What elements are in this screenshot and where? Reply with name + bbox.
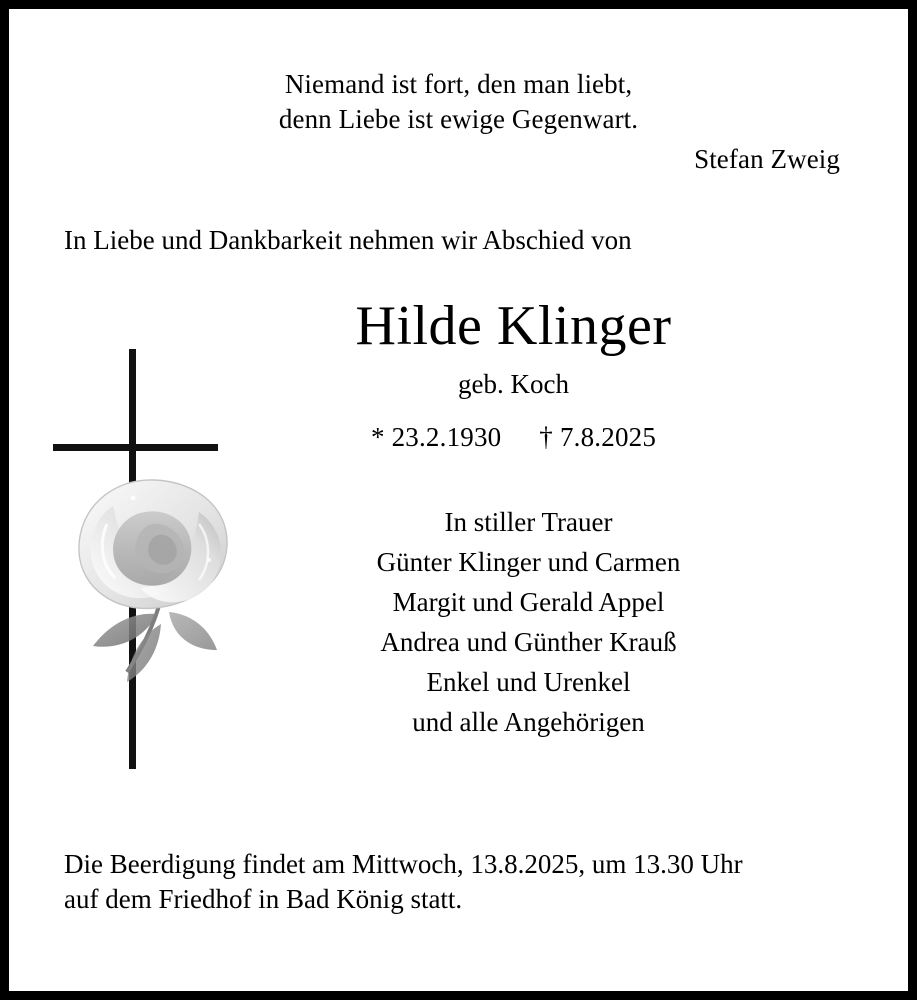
quote-block — [9, 9, 908, 177]
birth-date: * 23.2.1930 — [370, 422, 502, 453]
funeral-line-1: Die Beerdigung findet am Mittwoch, 13.8.2025, um 13.30 Uhr — [64, 848, 743, 879]
mourner-name-2: Margit und Gerald Appel — [392, 587, 665, 618]
funeral-line-2: auf dem Friedhof in Bad König statt. — [64, 883, 463, 914]
rose-icon — [49, 464, 279, 689]
quote-line-2: denn Liebe ist ewige Gegenwart. — [278, 103, 639, 134]
mourner-name-1: Günter Klinger und Carmen — [376, 547, 681, 578]
mourning-heading: In stiller Trauer — [444, 507, 613, 538]
mourner-name-3: Andrea und Günther Krauß — [380, 627, 677, 658]
cross-icon-horizontal-bar — [53, 444, 218, 451]
quote-line-1: Niemand ist fort, den man liebt, — [284, 69, 633, 99]
mourner-name-5: und alle Angehörigen — [412, 707, 645, 737]
cross-and-rose-graphic — [39, 339, 289, 789]
death-date: † 7.8.2025 — [539, 422, 657, 453]
deceased-name: Hilde Klinger — [355, 294, 672, 357]
mourner-name-4: Enkel und Urenkel — [426, 667, 631, 698]
intro-text: In Liebe und Dankbarkeit nehmen wir Abschied von — [64, 224, 632, 255]
deceased-maiden-name: geb. Koch — [458, 369, 569, 400]
quote-author: Stefan Zweig — [694, 144, 840, 175]
notice-inner — [9, 9, 908, 991]
funeral-details — [64, 847, 868, 917]
